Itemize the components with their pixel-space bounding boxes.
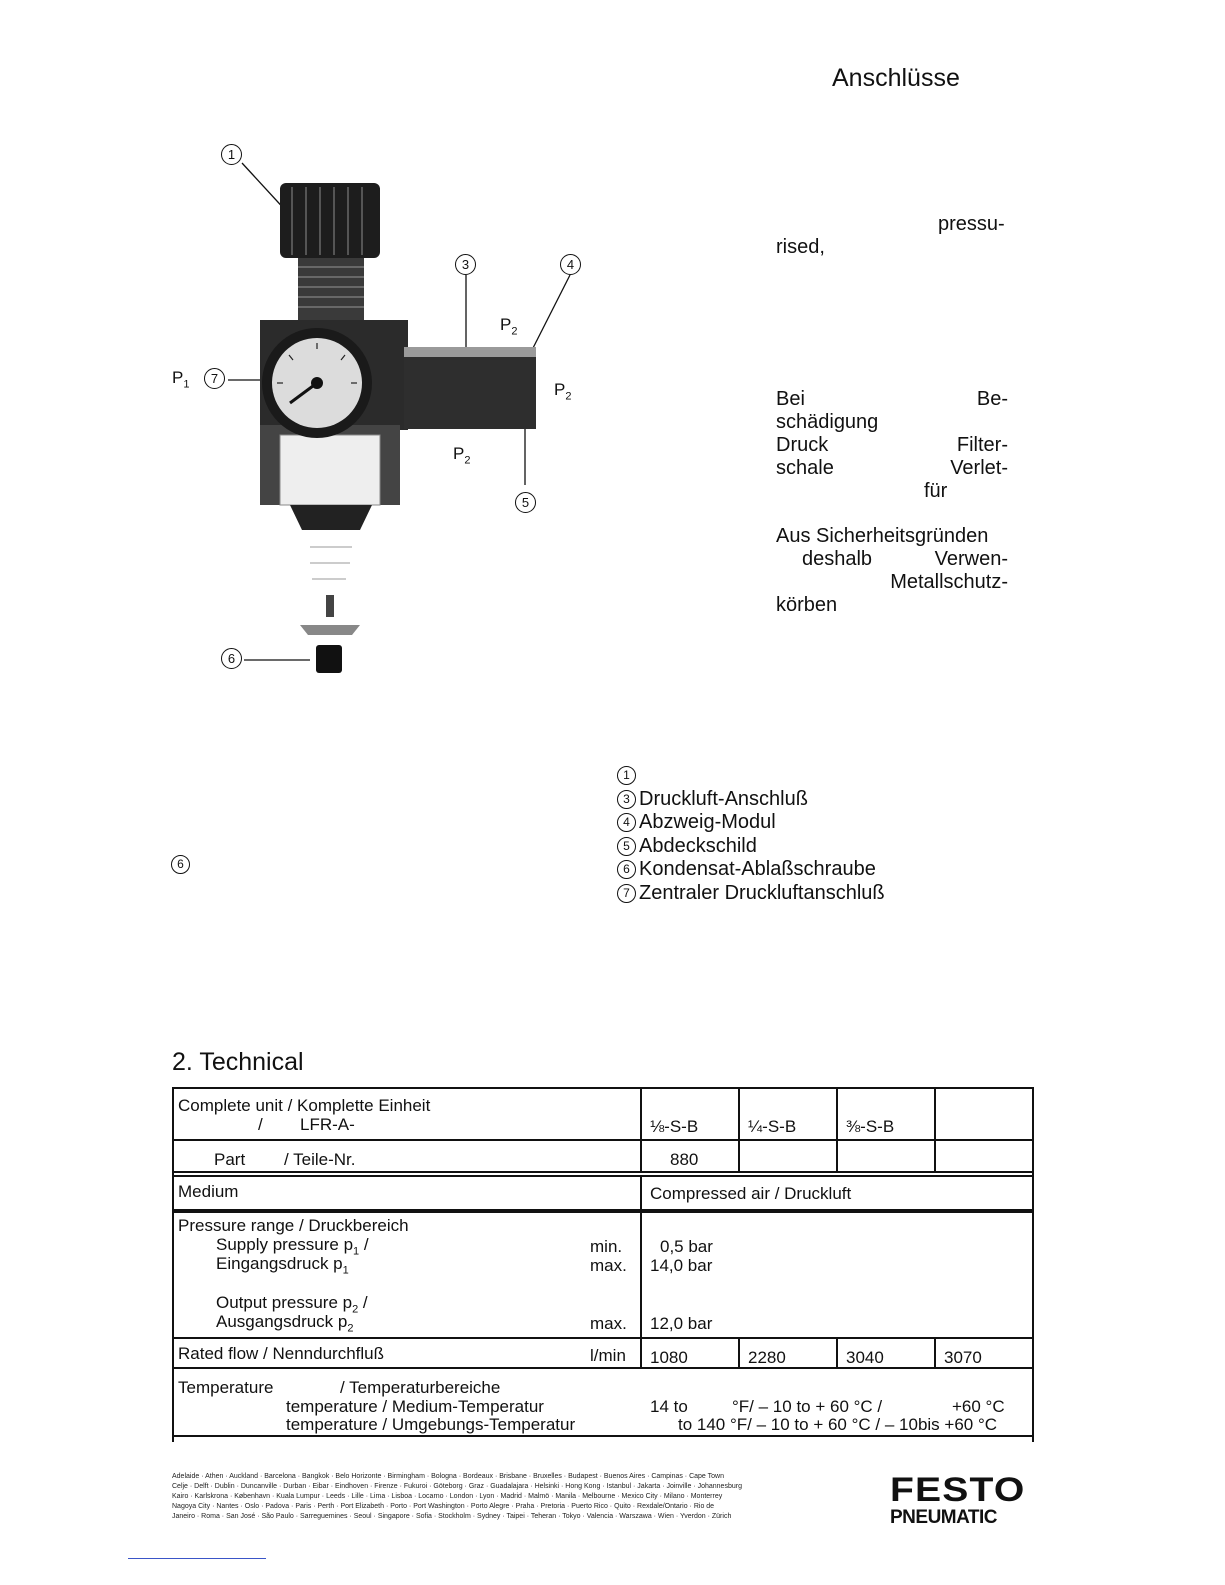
- callout-7: 7: [204, 368, 228, 389]
- callout-6: 6: [221, 648, 245, 669]
- warning-de-block: Bei Be- schädigung Druck Filter- schale Verlet- für: [776, 388, 1008, 502]
- temp-medium-label: temperature / Medium-Temperatur: [286, 1397, 544, 1416]
- p2-label-bottom: $P_2$: [453, 444, 471, 467]
- page-divider: [128, 1558, 266, 1559]
- complete-unit-label: Complete unit / Komplette Einheit: [178, 1096, 431, 1115]
- legend-list: [617, 764, 885, 905]
- temperature-label: Temperature: [178, 1378, 274, 1397]
- legend-item: 6 Kondensat-Ablaßschraube: [617, 858, 885, 882]
- output-max-label: max.: [590, 1314, 627, 1333]
- callout-4: 4: [560, 254, 584, 275]
- legend-item: 1: [617, 764, 885, 788]
- type-name: LFR-A-: [300, 1115, 355, 1134]
- supply-max-label: max.: [590, 1256, 627, 1275]
- supply-max-value: 14,0 bar: [650, 1256, 713, 1275]
- footer-cities: Adelaide · Athen · Auckland · Barcelona · Bangkok · Belo Horizonte · Birmingham · Bologna · Bordeaux · Brisbane · Bruxelles · Budapest · Buenos Aires · Campinas · Cape Town Celje · Delft · Dublin · Duncanville · Durban · Eibar · Eindhoven · Firenze · Fukuroi · Göteborg · Graz · Guadalajara · Helsinki · Hong Kong · Istanbul · Jakarta · Joinville · Johannesburg Kairo · Karlskrona · København · Kuala Lumpur · Leeds · Lille · Lima · Lisboa · Locarno · London · Lyon · Madrid · Malmö · Manila · Melbourne · Mexico City · Milano · Monterrey Nagoya City · Nantes · Oslo · Padova · Paris · Perth · Port Elizabeth · Porto · Port Washington · Porto Alegre · Praha · Pretoria · Puerto Rico · Quito · Rexdale/Ontario · Rio de Janeiro · Roma · San José · São Paulo · Sarreguemines · Seoul · Singapore · Sofia · Stockholm · Sydney · Taipei · Teheran · Tokyo · Valencia · Warszawa · Wien · Yverdon · Zürich: [172, 1473, 742, 1520]
- p2-label-top: $P_2$: [500, 315, 518, 338]
- p1-label: $P_1$: [172, 368, 190, 391]
- part-value-1: 880: [670, 1150, 699, 1169]
- supply-min-label: min.: [590, 1237, 623, 1256]
- temp-ambient-label: temperature / Umgebungs-Temperatur: [286, 1415, 576, 1434]
- temp-medium-b: °F/ – 10 to + 60 °C /: [732, 1397, 883, 1416]
- legend-item: 4 Abzweig-Modul: [617, 811, 885, 835]
- variant-2: ¼-S-B: [748, 1117, 797, 1136]
- temp-medium-a: 14 to: [650, 1397, 688, 1416]
- flow-value-4: 3070: [944, 1348, 982, 1367]
- temperature-label-de: / Temperaturbereiche: [340, 1378, 501, 1397]
- temp-medium-c: +60 °C: [952, 1397, 1005, 1416]
- pneumatic-logo: PNEUMATIC: [890, 1507, 998, 1528]
- temp-ambient-a: to 140 °F/ – 10 to + 60 °C / – 10bis +60 °C: [678, 1415, 998, 1434]
- legend-item: 5 Abdeckschild: [617, 835, 885, 859]
- page-title: Anschlüsse: [832, 64, 960, 92]
- legend-left-marker: 6: [171, 855, 193, 874]
- filter-regulator-diagram: [160, 135, 610, 680]
- legend-item: 7 Zentraler Druckluftanschluß: [617, 882, 885, 906]
- part-label-de: / Teile-Nr.: [284, 1150, 356, 1169]
- pressure-range-label: Pressure range / Druckbereich: [178, 1216, 409, 1235]
- technical-table: [172, 1087, 1034, 1442]
- flow-unit: l/min: [590, 1346, 626, 1365]
- warning-en-pressu: pressu-: [938, 213, 1005, 235]
- section-title-technical: 2. Technical: [172, 1048, 304, 1076]
- callout-5: 5: [515, 492, 539, 513]
- supply-pressure-en: Supply pressure $p_1$ /: [216, 1235, 369, 1258]
- callout-1: 1: [221, 144, 245, 165]
- medium-value: Compressed air / Druckluft: [650, 1184, 852, 1203]
- warning-en-rised: rised,: [776, 236, 825, 258]
- variant-3: ⅜-S-B: [846, 1117, 895, 1136]
- flow-value-2: 2280: [748, 1348, 786, 1367]
- flow-value-1: 1080: [650, 1348, 688, 1367]
- type-slash: /: [258, 1115, 263, 1134]
- festo-logo: FESTO: [890, 1471, 1026, 1509]
- warning-de-block-2: Aus Sicherheitsgründen deshalb Verwen- Metallschutz- körben: [776, 525, 1008, 616]
- callout-3: 3: [455, 254, 479, 275]
- supply-min-value: 0,5 bar: [660, 1237, 713, 1256]
- flow-value-3: 3040: [846, 1348, 884, 1367]
- part-label: Part: [214, 1150, 246, 1169]
- medium-label: Medium: [178, 1182, 239, 1201]
- output-pressure-en: Output pressure $p_2$ /: [216, 1293, 368, 1316]
- supply-pressure-de: Eingangsdruck $p_1$: [216, 1254, 349, 1277]
- output-pressure-de: Ausgangsdruck $p_2$: [216, 1312, 354, 1335]
- flow-label: Rated flow / Nenndurchfluß: [178, 1344, 384, 1363]
- output-max-value: 12,0 bar: [650, 1314, 713, 1333]
- legend-item: 3 Druckluft-Anschluß: [617, 788, 885, 812]
- p2-label-right: $P_2$: [554, 380, 572, 403]
- variant-1: ⅛-S-B: [650, 1117, 699, 1136]
